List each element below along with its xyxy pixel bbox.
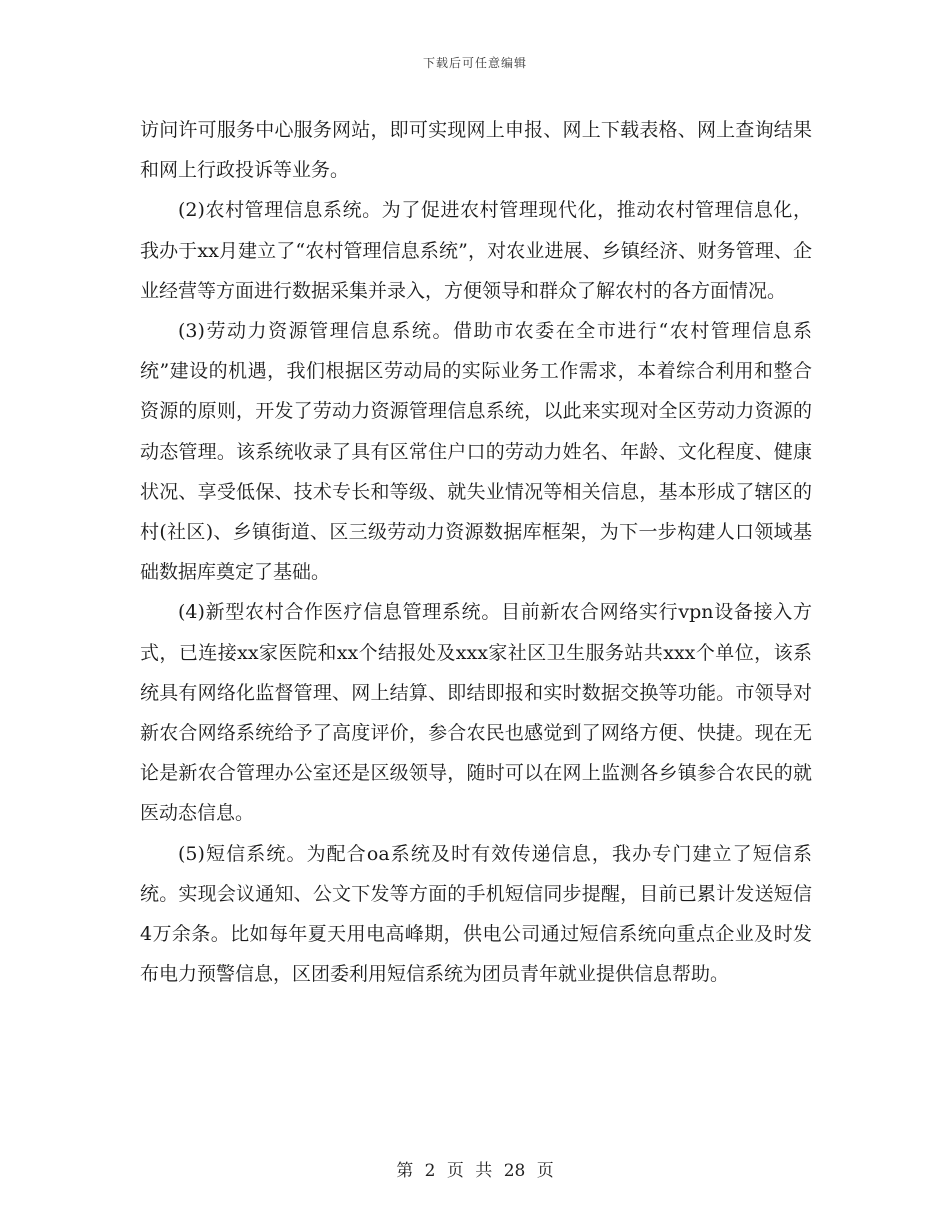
paragraph-labor-resource-system: (3)劳动力资源管理信息系统。借助市农委在全市进行“农村管理信息系统”建设的机遇，我们根据区劳动局的实际业务工作需求，本着综合利用和整合资源的原则，开发了劳动力资源管理信息系统，以此来实现对全区劳动力资源的动态管理。该系统收录了具有区常住户口的劳动力姓名、年龄、文化程度、健康状况、享受低保、技术专长和等级、就失业情况等相关信息，基本形成了辖区的村(社区)、乡镇街道、区三级劳动力资源数据库框架，为下一步构建人口领域基础数据库奠定了基础。 bbox=[140, 320, 812, 584]
page-footer: 第 2 页 共 28 页 bbox=[396, 1161, 554, 1181]
paragraph-rural-management-system: (2)农村管理信息系统。为了促进农村管理现代化，推动农村管理信息化，我办于xx月建立了“农村管理信息系统”，对农业进展、乡镇经济、财务管理、企业经营等方面进行数据采集并录入，方便领导和群众了解农村的各方面情况。 bbox=[140, 199, 812, 302]
paragraph-rural-medical-system: (4)新型农村合作医疗信息管理系统。目前新农合网络实行vpn设备接入方式，已连接xx家医院和xx个结报处及xxx家社区卫生服务站共xxx个单位，该系统具有网络化监督管理、网上结算、即结即报和实时数据交换等功能。市领导对新农合网络系统给予了高度评价，参合农民也感觉到了网络方便、快捷。现在无论是新农合管理办公室还是区级领导，随时可以在网上监测各乡镇参合农民的就医动态信息。 bbox=[140, 601, 812, 825]
document-body bbox=[140, 110, 812, 994]
paragraph-continuation: 访问许可服务中心服务网站，即可实现网上申报、网上下载表格、网上查询结果和网上行政投诉等业务。 bbox=[140, 119, 812, 182]
page-header: 下载后可任意编辑 bbox=[422, 56, 527, 70]
paragraph-sms-system: (5)短信系统。为配合oa系统及时有效传递信息，我办专门建立了短信系统。实现会议通知、公文下发等方面的手机短信同步提醒，目前已累计发送短信4万余条。比如每年夏天用电高峰期，供电公司通过短信系统向重点企业及时发布电力预警信息，区团委利用短信系统为团员青年就业提供信息帮助。 bbox=[140, 842, 812, 986]
